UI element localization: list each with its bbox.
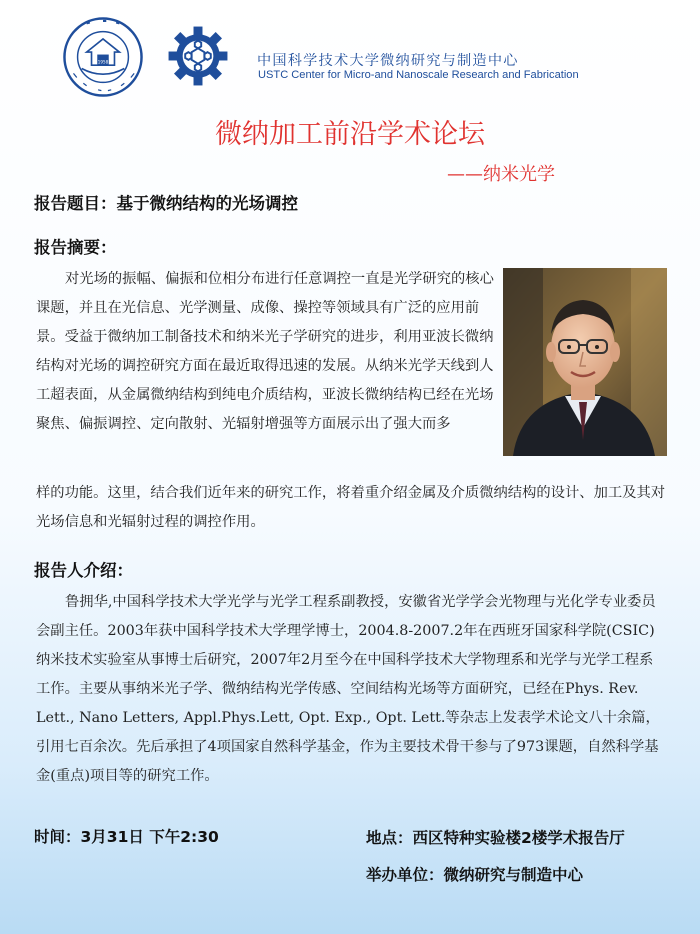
abstract-text-part2: 样的功能。这里，结合我们近年来的研究工作，将着重介绍金属及介质微纳结构的设计、加工及其对光场信息和光辐射过程的调控作用。	[36, 485, 666, 530]
event-subtitle: ——纳米光学	[447, 164, 555, 185]
speaker-photo	[503, 268, 667, 456]
ustc-seal-logo	[62, 16, 144, 98]
center-name-en: USTC Center for Micro-and Nanoscale Research and Fabrication	[258, 69, 579, 81]
event-place: 地点：西区特种实验楼2楼学术报告厅	[366, 829, 625, 847]
header	[0, 0, 700, 100]
speaker-bio	[36, 588, 666, 791]
abstract-paragraph	[36, 265, 496, 439]
event-organizer: 举办单位：微纳研究与制造中心	[366, 866, 584, 884]
svg-text:1958: 1958	[97, 59, 109, 65]
center-gear-logo	[166, 24, 230, 88]
speaker-heading: 报告人介绍：	[34, 561, 133, 580]
speaker-bio-text: 鲁拥华,中国科学技术大学光学与光学工程系副教授，安徽省光学学会光物理与光化学专业委员会副主任。2003年获中国科学技术大学理学博士，2004.8-2007.2年在西班牙国家科学院(CSIC)纳米技术实验室从事博士后研究，2007年2月至今在中国科学技术大学物理系和光学与光学工程系工作。主要从事纳米光子学、微纳结构光学传感、空间结构光场等方面研究，已经在Phys. Rev. Lett., Nano Letters, Appl.Phys.Lett, Opt. Exp., Opt. Lett.等杂志上发表学术论文八十余篇，引用七百余次。先后承担了4项国家自然科学基金，作为主要技术骨干参与了973课题，自然科学基金(重点)项目等的研究工作。	[36, 594, 660, 784]
report-title: 报告题目：基于微纳结构的光场调控	[34, 194, 298, 213]
event-time: 时间：3月31日 下午2:30	[34, 828, 219, 846]
abstract-heading: 报告摘要：	[34, 238, 117, 257]
center-name-cn: 中国科学技术大学微纳研究与制造中心	[257, 53, 519, 69]
event-title: 微纳加工前沿学术论坛	[215, 119, 485, 150]
abstract-paragraph-continued	[36, 479, 666, 537]
abstract-text-part1: 对光场的振幅、偏振和位相分布进行任意调控一直是光学研究的核心课题，并且在光信息、光学测量、成像、操控等领域具有广泛的应用前景。受益于微纳加工制备技术和纳米光子学研究的进步，利用亚波长微纳结构对光场的调控研究方面在最近取得迅速的发展。从纳米光学天线到人工超表面，从金属微纳结构到纯电介质结构，亚波长微纳结构已经在光场聚焦、偏振调控、定向散射、光辐射增强等方面展示出了强大而多	[36, 271, 494, 432]
